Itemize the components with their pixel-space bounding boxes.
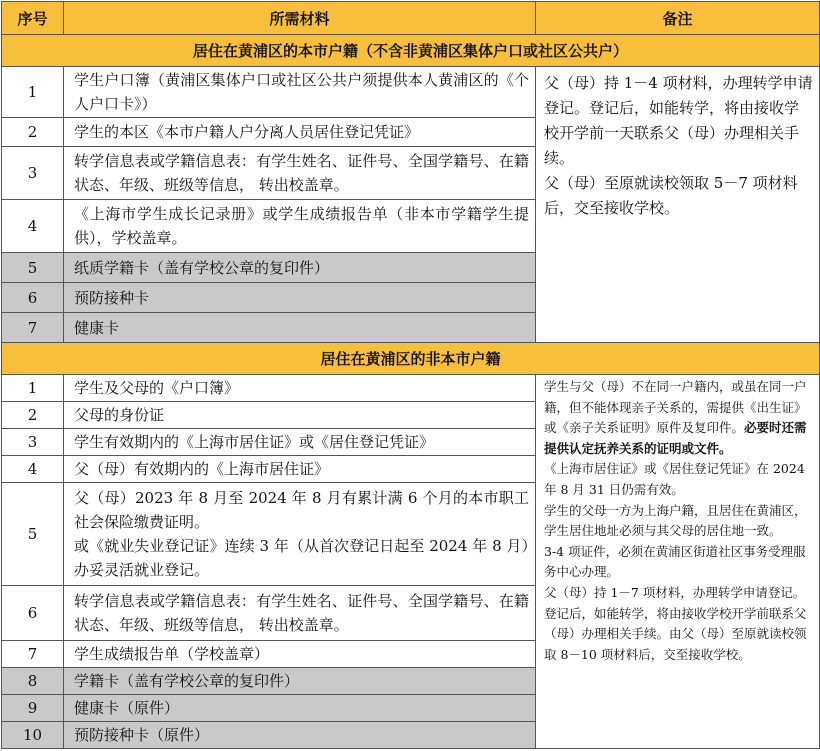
section-1-title: 居住在黄浦区的本市户籍（不含非黄浦区集体户口或社区公共户） <box>2 35 820 67</box>
material-text: 学生户口簿（黄浦区集体户口或社区公共户须提供本人黄浦区的《个人户口卡》） <box>64 67 536 118</box>
material-text: 健康卡（原件） <box>64 695 536 722</box>
row-number: 4 <box>2 456 64 483</box>
note-paragraph: 父（母）持 1－7 项材料，办理转学申请登记。登记后，如能转学，将由接收学校开学前联系父（母）办理相关手续。由父（母）至原就读校领取 8－10 项材料后，交至接收学校。 <box>544 584 807 662</box>
note-paragraph <box>544 377 813 459</box>
note-text: 学生与父（母）不在同一户籍内，或虽在同一户籍，但不能体现亲子关系的，需提供《出生证》或《亲子关系证明》原件及复印件。 <box>544 379 807 436</box>
row-number: 8 <box>2 668 64 695</box>
material-text: 学生有效期内的《上海市居住证》或《居住登记凭证》 <box>64 429 536 456</box>
section-2-title: 居住在黄浦区的非本市户籍 <box>2 343 820 375</box>
row-number: 9 <box>2 695 64 722</box>
material-text: 《上海市学生成长记录册》或学生成绩报告单（非本市学籍学生提供），学校盖章。 <box>64 200 536 253</box>
row-number: 1 <box>2 67 64 118</box>
row-number: 3 <box>2 429 64 456</box>
material-text: 学生及父母的《户口簿》 <box>64 375 536 402</box>
material-text: 纸质学籍卡（盖有学校公章的复印件） <box>64 253 536 283</box>
row-number: 1 <box>2 375 64 402</box>
header-no: 序号 <box>2 2 64 35</box>
row-number: 5 <box>2 253 64 283</box>
material-text: 预防接种卡（原件） <box>64 722 536 749</box>
row-number: 2 <box>2 118 64 147</box>
row-number: 3 <box>2 147 64 200</box>
note-paragraph: 父（母）至原就读校领取 5－7 项材料后，交至接收学校。 <box>544 174 798 217</box>
row-number: 7 <box>2 313 64 343</box>
material-text: 健康卡 <box>64 313 536 343</box>
row-number: 6 <box>2 586 64 641</box>
row-number: 7 <box>2 641 64 668</box>
section-1-header <box>2 35 820 67</box>
note-bold-text: 必要时还需提供认定抚养关系的证明或文件。 <box>544 420 807 456</box>
material-text <box>64 483 536 586</box>
table-row <box>2 375 820 402</box>
note-paragraph: 父（母）持 1－4 项材料，办理转学申请登记。登记后，如能转学，将由接收学校开学前一天联系父（母）办理相关手续。 <box>544 74 813 167</box>
header-note: 备注 <box>536 2 820 35</box>
material-text: 学籍卡（盖有学校公章的复印件） <box>64 668 536 695</box>
material-text: 转学信息表或学籍信息表：有学生姓名、证件号、全国学籍号、在籍状态、年级、班级等信息， 转出校盖章。 <box>64 586 536 641</box>
row-number: 5 <box>2 483 64 586</box>
note-paragraph: 学生的父母一方为上海户籍，且居住在黄浦区，学生居住地址必须与其父母的居住地一致。 <box>544 502 807 539</box>
section-1-note <box>536 67 820 343</box>
row-number: 4 <box>2 200 64 253</box>
table-header-row <box>2 2 820 35</box>
material-text: 学生的本区《本市户籍人户分离人员居住登记凭证》 <box>64 118 536 147</box>
section-2-note <box>536 375 820 749</box>
row-number: 2 <box>2 402 64 429</box>
material-text: 父（母）有效期内的《上海市居住证》 <box>64 456 536 483</box>
material-text: 预防接种卡 <box>64 283 536 313</box>
row-number: 6 <box>2 283 64 313</box>
table-row <box>2 67 820 118</box>
material-text: 转学信息表或学籍信息表：有学生姓名、证件号、全国学籍号、在籍状态、年级、班级等信息， 转出校盖章。 <box>64 147 536 200</box>
material-text: 父母的身份证 <box>64 402 536 429</box>
material-line: 或《就业失业登记证》连续 3 年（从首次登记日起至 2024 年 8 月）办妥灵活就业登记。 <box>74 537 529 579</box>
note-paragraph: 《上海市居住证》或《居住登记凭证》在 2024 年 8 月 31 日仍需有效。 <box>544 461 805 497</box>
section-2-header <box>2 343 820 375</box>
row-number: 10 <box>2 722 64 749</box>
transfer-materials-table <box>1 1 820 749</box>
note-paragraph: 3-4 项证件，必须在黄浦区街道社区事务受理服务中心办理。 <box>544 543 806 580</box>
material-text: 学生成绩报告单（学校盖章） <box>64 641 536 668</box>
material-line: 父（母）2023 年 8 月至 2024 年 8 月有累计满 6 个月的本市职工社会保险缴费证明。 <box>74 489 529 531</box>
header-material: 所需材料 <box>64 2 536 35</box>
